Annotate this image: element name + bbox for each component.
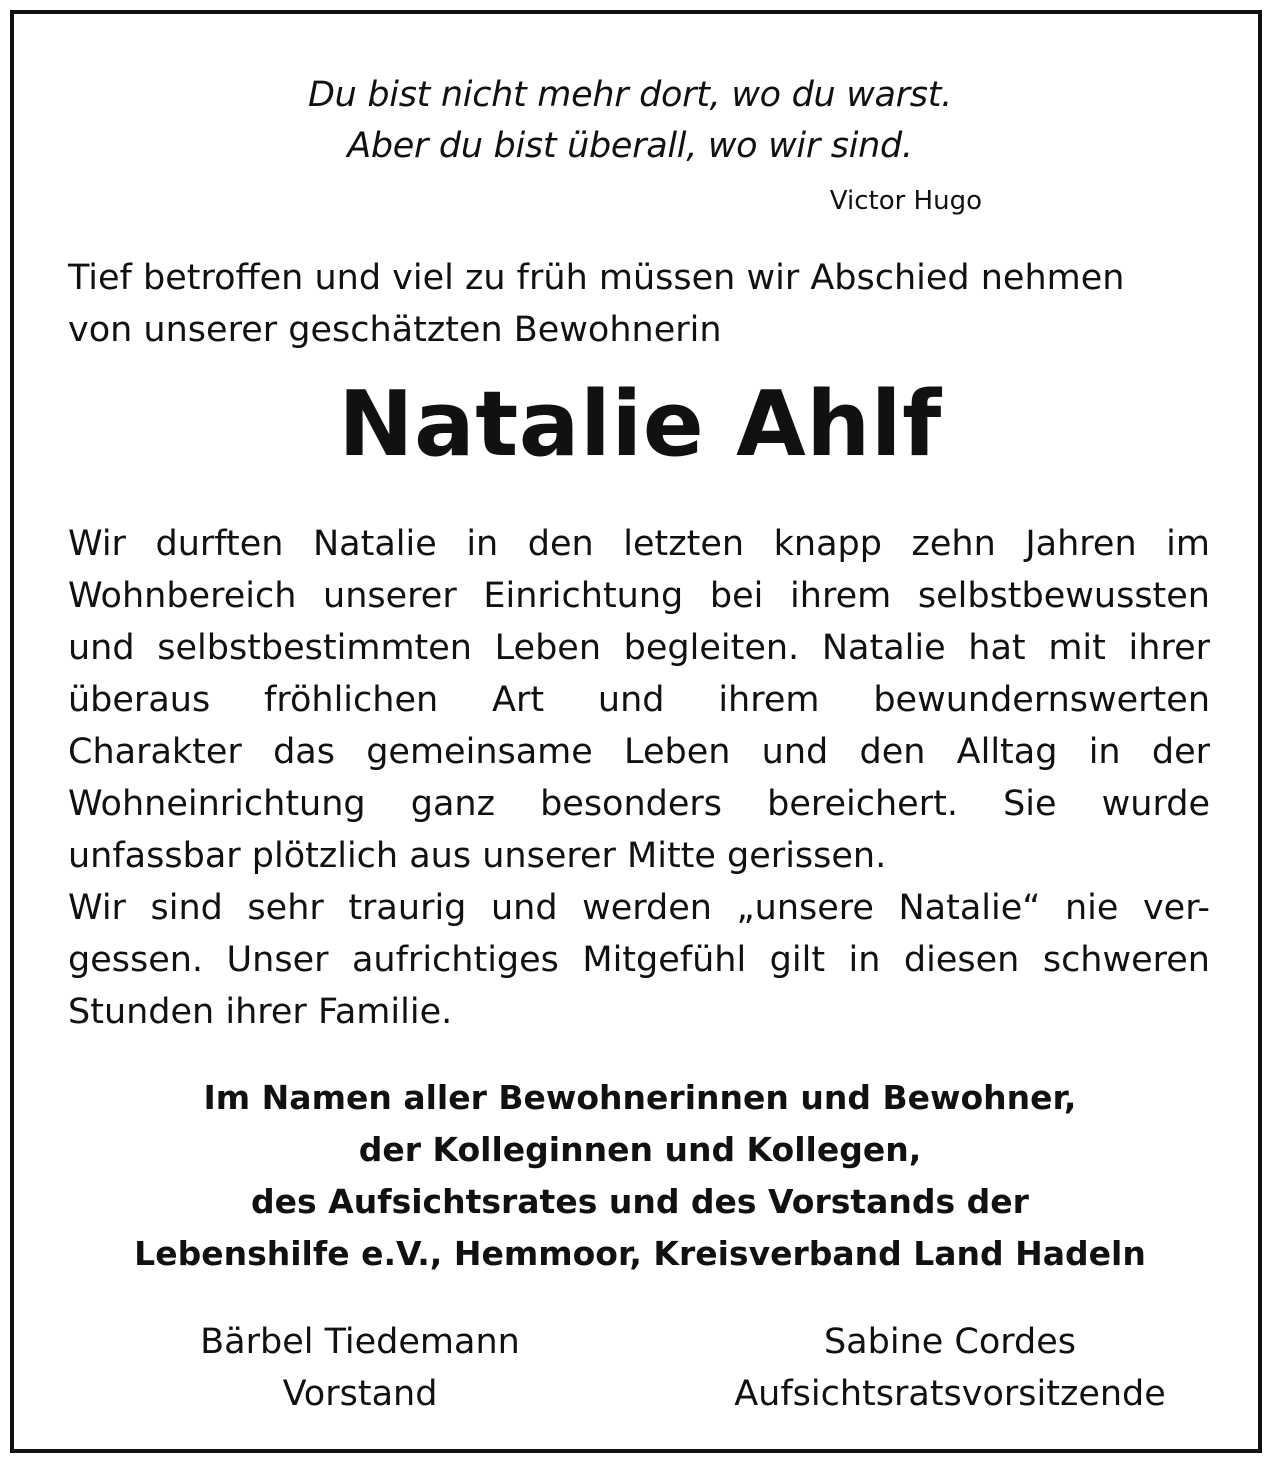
body-line: Charakter das gemeinsame Leben und den Alltag in der xyxy=(68,732,1210,772)
signature-right xyxy=(700,1316,1200,1420)
body-line: unfassbar plötzlich aus unserer Mitte gerissen. xyxy=(68,836,887,876)
signature-left xyxy=(160,1316,560,1420)
signoff-line: des Aufsichtsrates und des Vorstands der xyxy=(251,1182,1029,1221)
signoff-line: der Kolleginnen und Kollegen, xyxy=(358,1130,922,1169)
signature-name: Sabine Cordes xyxy=(823,1322,1077,1362)
quote-line-2: Aber du bist überall, wo wir sind. xyxy=(347,126,913,166)
deceased-name: Natalie Ahlf xyxy=(338,372,942,477)
body-line: Stunden ihrer Familie. xyxy=(68,992,453,1032)
signoff-line: Lebenshilfe e.V., Hemmoor, Kreisverband Land Hadeln xyxy=(134,1234,1146,1273)
body-line: Wohnbereich unserer Einrichtung bei ihrem selbstbewussten xyxy=(68,576,1210,616)
signoff-line: Im Namen aller Bewohnerinnen und Bewohner, xyxy=(203,1078,1077,1117)
quote-line-1: Du bist nicht mehr dort, wo du warst. xyxy=(308,75,952,115)
body-line: und selbstbestimmten Leben begleiten. Natalie hat mit ihrer xyxy=(68,628,1210,668)
obituary-body xyxy=(68,518,1210,1038)
signature-role: Vorstand xyxy=(282,1374,438,1414)
body-line: gessen. Unser aufrichtiges Mitgefühl gilt in diesen schweren xyxy=(68,940,1210,980)
signature-name: Bärbel Tiedemann xyxy=(200,1322,520,1362)
intro-line-1: Tief betroffen und viel zu früh müssen wir Abschied nehmen xyxy=(68,258,1125,298)
body-line: Wir durften Natalie in den letzten knapp zehn Jahren im xyxy=(68,524,1210,564)
signature-role: Aufsichtsratsvorsitzende xyxy=(734,1374,1166,1414)
signoff-block xyxy=(0,1072,1280,1280)
intro-line-2: von unserer geschätzten Bewohnerin xyxy=(68,310,722,350)
quote-author: Victor Hugo xyxy=(829,186,982,216)
body-line: Wir sind sehr traurig und werden „unsere Natalie“ nie ver- xyxy=(68,888,1210,928)
body-line: überaus fröhlichen Art und ihrem bewundernswerten xyxy=(68,680,1210,720)
body-line: Wohneinrichtung ganz besonders bereichert. Sie wurde xyxy=(68,784,1210,824)
